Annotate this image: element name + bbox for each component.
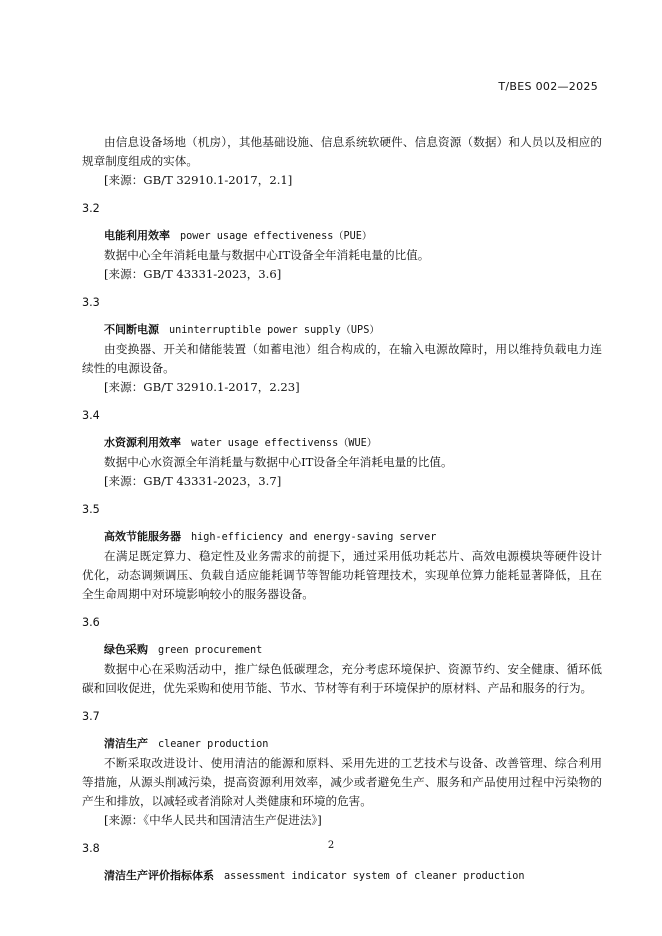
section-number: 3.5 — [82, 503, 100, 516]
term-chinese: 水资源利用效率 — [104, 436, 181, 449]
entry-3-5 — [82, 501, 602, 604]
term-definition: 数据中心在采购活动中，推广绿色低碳理念，充分考虑环境保护、资源节约、安全健康、循环低碳和回收促进，优先采购和使用节能、节水、节材等有利于环境保护的原材料、产品和服务的行为。 — [82, 662, 602, 695]
term-chinese: 高效节能服务器 — [104, 530, 181, 543]
page-number: 2 — [327, 840, 335, 851]
term-english: high-efficiency and energy-saving server — [191, 532, 437, 543]
term-source: [来源：GB/T 43331-2023，3.6] — [104, 267, 282, 281]
section-number: 3.2 — [82, 202, 100, 215]
term-line — [104, 866, 602, 886]
term-english: cleaner production — [158, 739, 269, 750]
term-line — [104, 320, 602, 340]
section-number: 3.8 — [82, 842, 100, 855]
term-definition: 数据中心水资源全年消耗量与数据中心IT设备全年消耗电量的比值。 — [104, 455, 453, 469]
term-line — [104, 226, 602, 246]
document-code: T/BES 002—2025 — [498, 80, 598, 93]
term-english: assessment indicator system of cleaner production — [224, 871, 525, 882]
term-chinese: 绿色采购 — [104, 643, 148, 656]
term-english: uninterruptible power supply（UPS） — [169, 325, 380, 336]
term-source: [来源：GB/T 43331-2023，3.7] — [104, 474, 282, 488]
section-number: 3.3 — [82, 296, 100, 309]
entry-3-3 — [82, 294, 602, 397]
term-definition: 不断采取改进设计、使用清洁的能源和原料、采用先进的工艺技术与设备、改善管理、综合利用等措施，从源头削减污染，提高资源利用效率，减少或者避免生产、服务和产品使用过程中污染物的产生和排放，以减轻或者消除对人类健康和环境的危害。 — [82, 756, 602, 808]
term-chinese: 清洁生产评价指标体系 — [104, 869, 214, 882]
entry-3-4 — [82, 407, 602, 491]
term-definition: 由变换器、开关和储能装置（如蓄电池）组合构成的，在输入电源故障时，用以维持负载电力连续性的电源设备。 — [82, 342, 602, 375]
term-english: water usage effectivenss（WUE） — [191, 438, 377, 449]
term-line — [104, 734, 602, 754]
term-source: [来源：GB/T 32910.1-2017，2.23] — [104, 380, 300, 394]
term-definition: 在满足既定算力、稳定性及业务需求的前提下，通过采用低功耗芯片、高效电源模块等硬件设计优化，动态调频调压、负载自适应能耗调节等智能功耗管理技术，实现单位算力能耗显著降低，且在全生命周期中对环境影响较小的服务器设备。 — [82, 549, 602, 601]
section-number: 3.6 — [82, 616, 100, 629]
document-body — [82, 133, 602, 886]
term-english: power usage effectiveness（PUE） — [180, 231, 373, 242]
entry-3-2 — [82, 200, 602, 284]
term-english: green procurement — [158, 645, 263, 656]
entry-3-6 — [82, 614, 602, 698]
section-number: 3.4 — [82, 409, 100, 422]
section-number: 3.7 — [82, 710, 100, 723]
entry-3-7 — [82, 708, 602, 830]
intro-paragraph: 由信息设备场地（机房），其他基础设施、信息系统软硬件、信息资源（数据）和人员以及相应的规章制度组成的实体。 — [82, 135, 602, 168]
intro-source: [来源：GB/T 32910.1-2017，2.1] — [104, 173, 293, 187]
term-chinese: 不间断电源 — [104, 323, 159, 336]
term-line — [104, 527, 602, 547]
term-source: [来源：《中华人民共和国清洁生产促进法》] — [104, 813, 322, 827]
term-line — [104, 433, 602, 453]
term-chinese: 清洁生产 — [104, 737, 148, 750]
term-line — [104, 640, 602, 660]
term-chinese: 电能利用效率 — [104, 229, 170, 242]
term-definition: 数据中心全年消耗电量与数据中心IT设备全年消耗电量的比值。 — [104, 248, 430, 262]
